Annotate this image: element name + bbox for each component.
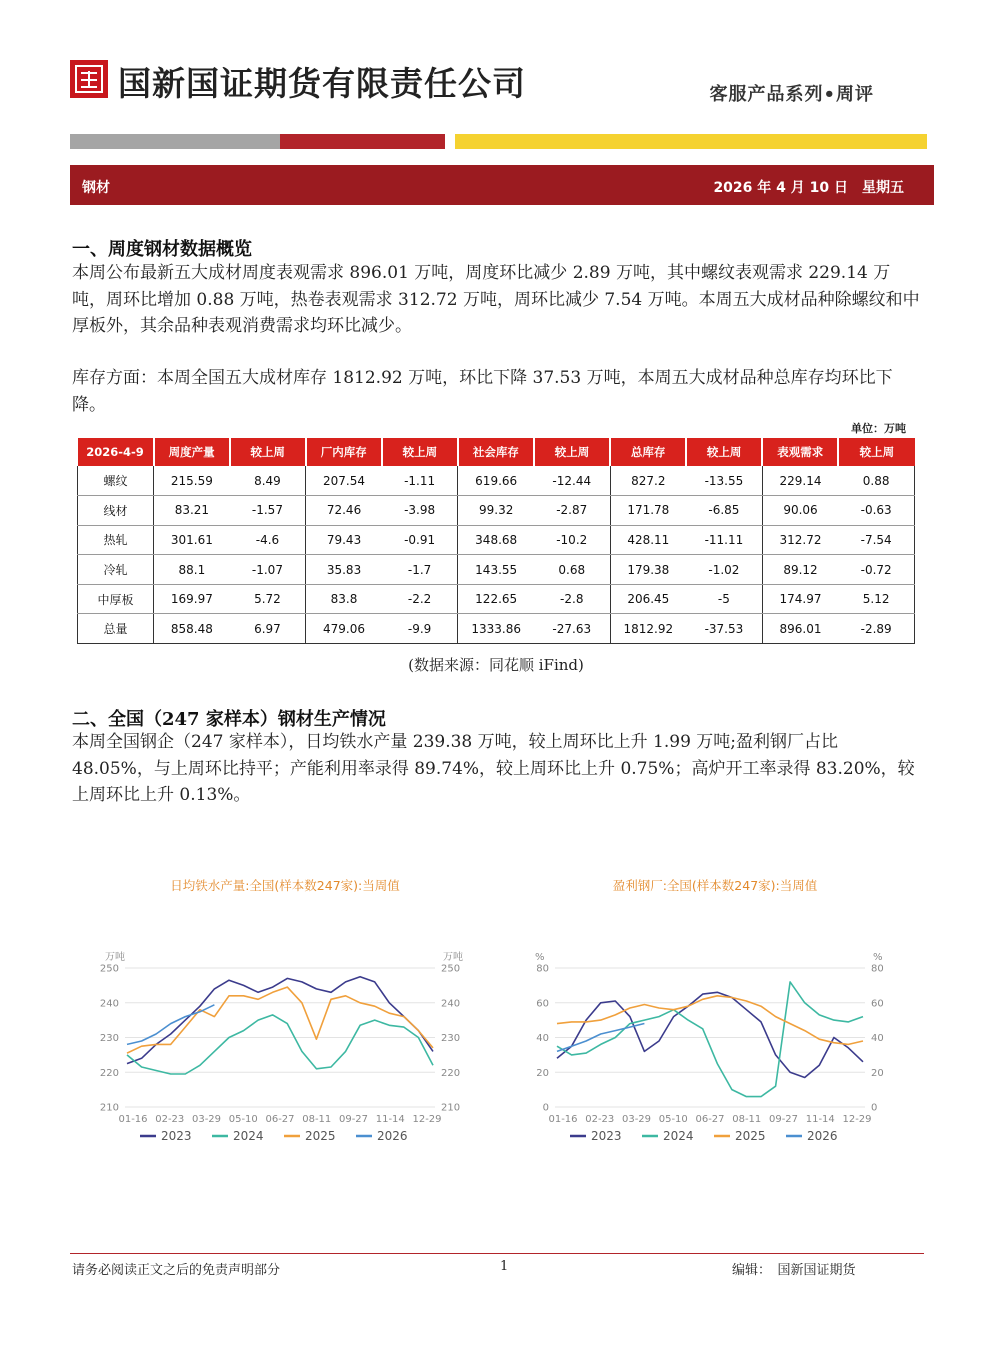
legend-label: 2024 [233,1129,264,1143]
y-tick-label-right: 80 [871,963,884,975]
value-cell: 90.06 [762,496,838,526]
x-tick-label: 09-27 [768,1114,799,1125]
footer-divider [70,1253,924,1254]
value-cell: 169.97 [154,584,230,614]
company-logo [70,60,108,98]
y-tick-label-left: 60 [536,998,549,1010]
change-cell: 0.68 [534,555,610,585]
footer-disclaimer: 请务必阅读正文之后的免责声明部分 [72,1263,281,1278]
x-tick-label: 02-23 [155,1114,185,1125]
series-line-2023 [557,992,863,1077]
y-tick-label-right: 220 [441,1067,461,1079]
legend-label: 2026 [807,1129,838,1143]
company-name: 国新国证期货有限责任公司 [118,64,526,103]
change-cell: -2.8 [534,584,610,614]
chart-iron-output-svg [85,860,485,1160]
x-tick-label: 06-27 [695,1114,725,1125]
y-tick-label-left: 210 [99,1102,119,1114]
value-cell: 83.8 [306,584,382,614]
change-cell: -1.02 [686,555,762,585]
y-unit-right: 万吨 [443,952,463,963]
section2-heading: 二、全国（247 家样本）钢材生产情况 [72,709,386,730]
change-cell: -1.7 [382,555,458,585]
change-cell: 5.12 [838,584,914,614]
table-row [78,584,915,614]
value-cell: 229.14 [762,466,838,496]
change-cell: -27.63 [534,614,610,644]
change-cell: 8.49 [230,466,306,496]
section1-heading: 一、周度钢材数据概览 [72,239,252,260]
change-cell: -7.54 [838,525,914,555]
page-header [70,58,930,108]
table-header-cell: 较上周 [382,438,458,466]
legend-label: 2023 [161,1129,192,1143]
change-cell: -10.2 [534,525,610,555]
page-number: 1 [500,1259,509,1274]
value-cell: 206.45 [610,584,686,614]
row-label: 冷轧 [78,555,154,585]
y-tick-label-right: 250 [441,963,461,975]
change-cell: -2.2 [382,584,458,614]
chart-iron-output [85,860,485,1160]
y-tick-label-left: 250 [99,963,119,975]
x-tick-label: 01-16 [118,1114,148,1125]
row-label: 线材 [78,496,154,526]
section1-paragraph-demand: 本周公布最新五大成材周度表观需求 896.01 万吨，周度环比减少 2.89 万吨，其中螺纹表观需求 229.14 万吨，周环比增加 0.88 万吨，热卷表观需求 312.72 万吨，周环比减少 7.54 万吨。本周五大成材品种除螺纹和中厚板外，其余品种表观消费需求均环比减少。 [72,263,920,336]
value-cell: 1812.92 [610,614,686,644]
legend-label: 2025 [305,1129,336,1143]
value-cell: 174.97 [762,584,838,614]
legend-label: 2025 [735,1129,766,1143]
series-line-2024 [557,982,863,1097]
change-cell: -11.11 [686,525,762,555]
change-cell: 6.97 [230,614,306,644]
table-header-cell: 较上周 [230,438,306,466]
value-cell: 83.21 [154,496,230,526]
change-cell: -6.85 [686,496,762,526]
y-tick-label-right: 60 [871,998,884,1010]
y-tick-label-left: 40 [536,1033,549,1044]
table-header-cell: 较上周 [686,438,762,466]
y-unit-right: % [873,952,883,963]
value-cell: 479.06 [306,614,382,644]
value-cell: 301.61 [154,525,230,555]
value-cell: 79.43 [306,525,382,555]
table-header-cell: 周度产量 [154,438,230,466]
value-cell: 312.72 [762,525,838,555]
value-cell: 207.54 [306,466,382,496]
change-cell: -12.44 [534,466,610,496]
table-header-cell: 表观需求 [762,438,838,466]
x-tick-label: 11-14 [805,1114,835,1125]
x-tick-label: 03-29 [621,1114,652,1125]
change-cell: -2.89 [838,614,914,644]
table-header-cell: 总库存 [610,438,686,466]
report-date: 2026 年 4 月 10 日 星期五 [713,180,904,196]
y-tick-label-right: 240 [441,998,461,1010]
change-cell: -2.87 [534,496,610,526]
y-tick-label-left: 240 [99,998,119,1010]
change-cell: -0.72 [838,555,914,585]
legend-label: 2024 [663,1129,694,1143]
value-cell: 89.12 [762,555,838,585]
value-cell: 171.78 [610,496,686,526]
y-tick-label-left: 80 [536,963,549,975]
decor-bar-yellow [455,134,927,149]
change-cell: -37.53 [686,614,762,644]
table-row [78,466,915,496]
value-cell: 99.32 [458,496,534,526]
change-cell: -1.07 [230,555,306,585]
x-tick-label: 11-14 [375,1114,405,1125]
table-unit: 单位：万吨 [851,422,906,435]
series-line-2026 [127,1005,214,1045]
y-tick-label-right: 20 [871,1067,884,1079]
x-tick-label: 09-27 [338,1114,369,1125]
y-tick-label-left: 230 [99,1033,119,1044]
x-tick-label: 12-29 [842,1114,872,1125]
x-tick-label: 05-10 [658,1114,688,1125]
table-header-row [78,438,915,466]
change-cell: 5.72 [230,584,306,614]
table-header-cell: 2026-4-9 [78,438,154,466]
x-tick-label: 08-11 [302,1114,332,1125]
table-row [78,555,915,585]
y-tick-label-right: 0 [871,1102,878,1114]
table-header-cell: 较上周 [534,438,610,466]
row-label: 总量 [78,614,154,644]
data-source: (数据来源：同花顺 iFind) [408,656,584,674]
row-label: 中厚板 [78,584,154,614]
x-tick-label: 06-27 [265,1114,295,1125]
change-cell: -1.57 [230,496,306,526]
x-tick-label: 12-29 [412,1114,442,1125]
table-header-cell: 社会库存 [458,438,534,466]
x-tick-label: 02-23 [585,1114,615,1125]
change-cell: -0.91 [382,525,458,555]
change-cell: -9.9 [382,614,458,644]
row-label: 热轧 [78,525,154,555]
table-row [78,525,915,555]
legend-label: 2026 [377,1129,408,1143]
table-row [78,496,915,526]
change-cell: -0.63 [838,496,914,526]
table-header-cell: 厂内库存 [306,438,382,466]
section2-paragraph: 本周全国钢企（247 家样本），日均铁水产量 239.38 万吨，较上周环比上升 1.99 万吨;盈利钢厂占比 48.05%，与上周环比持平；产能利用率录得 89.74%，较上周环比上升 0.75%；高炉开工率录得 83.20%，较上周环比上升 0.13%。 [72,732,915,805]
series-line-2024 [127,1015,433,1074]
change-cell: -5 [686,584,762,614]
y-unit-left: % [535,952,545,963]
y-tick-label-left: 220 [99,1067,119,1079]
decor-bar-red [280,134,445,149]
value-cell: 143.55 [458,555,534,585]
value-cell: 179.38 [610,555,686,585]
value-cell: 619.66 [458,466,534,496]
value-cell: 88.1 [154,555,230,585]
report-series: 客服产品系列•周评 [709,84,874,105]
value-cell: 858.48 [154,614,230,644]
row-label: 螺纹 [78,466,154,496]
change-cell: 0.88 [838,466,914,496]
value-cell: 428.11 [610,525,686,555]
value-cell: 896.01 [762,614,838,644]
chart-profitable-mills [515,860,915,1160]
chart-title: 日均铁水产量:全国(样本数247家):当周值 [170,878,400,893]
table-header-cell: 较上周 [838,438,914,466]
value-cell: 35.83 [306,555,382,585]
title-bar [70,165,934,205]
value-cell: 122.65 [458,584,534,614]
section1-paragraph-inventory: 库存方面：本周全国五大成材库存 1812.92 万吨，环比下降 37.53 万吨，本周五大成材品种总库存均环比下降。 [72,368,893,415]
x-tick-label: 01-16 [548,1114,578,1125]
value-cell: 72.46 [306,496,382,526]
change-cell: -1.11 [382,466,458,496]
value-cell: 215.59 [154,466,230,496]
x-tick-label: 08-11 [732,1114,762,1125]
y-unit-left: 万吨 [105,952,125,963]
table-row [78,614,915,644]
change-cell: -3.98 [382,496,458,526]
legend-label: 2023 [591,1129,622,1143]
value-cell: 827.2 [610,466,686,496]
x-tick-label: 05-10 [228,1114,258,1125]
y-tick-label-left: 0 [542,1102,549,1114]
change-cell: -4.6 [230,525,306,555]
y-tick-label-right: 40 [871,1033,884,1044]
y-tick-label-left: 20 [536,1067,549,1079]
y-tick-label-right: 210 [441,1102,461,1114]
category-label: 钢材 [82,180,110,196]
value-cell: 348.68 [458,525,534,555]
change-cell: -13.55 [686,466,762,496]
steel-data-table [77,438,915,644]
y-tick-label-right: 230 [441,1033,461,1044]
value-cell: 1333.86 [458,614,534,644]
chart-title: 盈利钢厂:全国(样本数247家):当周值 [612,878,818,893]
x-tick-label: 03-29 [191,1114,222,1125]
chart-profitable-mills-svg [515,860,915,1160]
footer-editor: 编辑： 国新国证期货 [732,1263,856,1278]
